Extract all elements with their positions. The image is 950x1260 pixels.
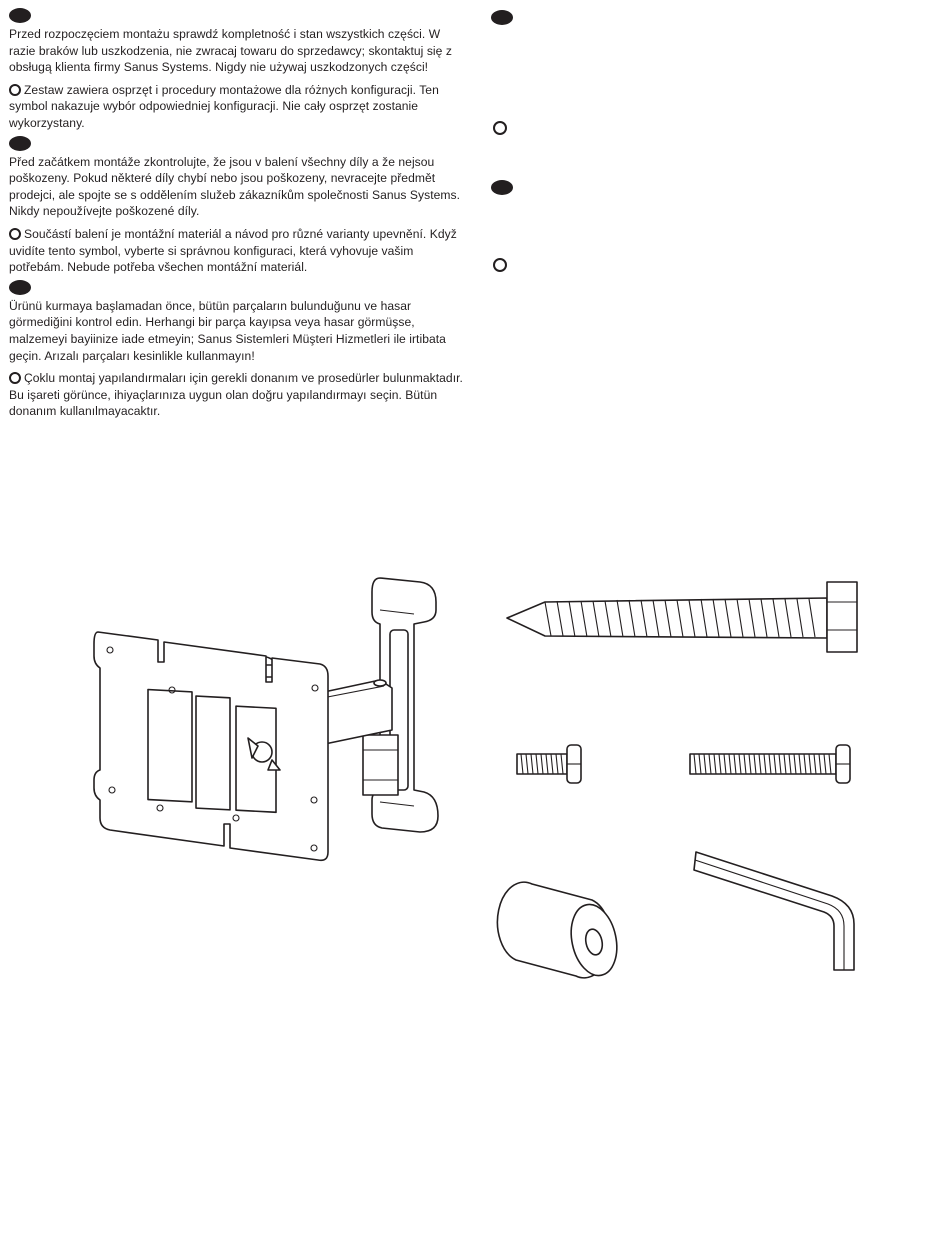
warning-text: Před začátkem montáže zkontrolujte, že jsou v balení všechny díly a že nejsou poškozeny. Pokud některé díly chybí nebo jsou poškozeny, nevracejte předmět prodejci, ale spojte se s oddělením služeb zákazníkům společnosti Sanus Systems. Nikdy nepoužívejte poškozené díly. bbox=[9, 154, 461, 219]
spacer-illustration bbox=[512, 880, 622, 980]
short-screw-illustration bbox=[515, 742, 590, 787]
long-screw-illustration bbox=[688, 742, 858, 787]
language-badge-icon bbox=[9, 280, 31, 295]
language-badge-icon bbox=[491, 180, 513, 195]
section-pl bbox=[9, 8, 464, 132]
note-text: Součástí balení je montážní materiál a návod pro různé varianty upevnění. Když uvidíte tento symbol, vyberte si správnou konfiguraci, která vyhovuje vašim potřebám. Nebude potřeba všechen montážní materiál. bbox=[9, 226, 457, 275]
note-paragraph bbox=[9, 82, 464, 132]
configuration-symbol-icon bbox=[493, 121, 507, 135]
note-text: Zestaw zawiera osprzęt i procedury montażowe dla różnych konfiguracji. Ten symbol nakazuje wybór odpowiedniej konfiguracji. Nie cały osprzęt zostanie wykorzystany. bbox=[9, 82, 439, 130]
language-badge-icon bbox=[9, 8, 31, 23]
warning-text: Przed rozpoczęciem montażu sprawdź kompletność i stan wszystkich części. W razie braków lub uszkodzenia, nie zwracaj towaru do sprzedawcy; skontaktuj się z obsługą klienta firmy Sanus Systems. Nigdy nie używaj uszkodzonych części! bbox=[9, 27, 452, 75]
note-paragraph bbox=[9, 226, 464, 276]
configuration-symbol-icon bbox=[493, 258, 507, 272]
configuration-symbol-icon bbox=[9, 84, 21, 96]
right-markers-column bbox=[490, 8, 930, 288]
configuration-symbol-icon bbox=[9, 228, 21, 240]
section-cs bbox=[9, 136, 464, 276]
wall-mount-illustration bbox=[80, 570, 450, 870]
section-tr bbox=[9, 280, 464, 420]
warning-text: Ürünü kurmaya başlamadan önce, bütün parçaların bulunduğunu ve hasar görmediğini kontrol edin. Herhangi bir parça kayıpsa veya hasar görmüşse, malzemeyi bayiinize iade etmeyin; Sanus Sistemleri Müşteri Hizmetleri ile irtibata geçin. Arızalı parçaları kesinlikle kullanmayın! bbox=[9, 298, 446, 363]
language-badge-icon bbox=[9, 136, 31, 151]
configuration-symbol-icon bbox=[9, 372, 21, 384]
language-badge-icon bbox=[491, 10, 513, 25]
hex-key-illustration bbox=[692, 850, 862, 975]
lag-bolt-illustration bbox=[505, 580, 865, 660]
instructions-column bbox=[9, 8, 464, 424]
note-text: Çoklu montaj yapılandırmaları için gerekli donanım ve prosedürler bulunmaktadır. Bu işareti görünce, ihiyaçlarınıza uygun olan doğru yapılandırmayı seçin. Bütün donanım kullanılmayacaktır. bbox=[9, 371, 463, 419]
note-paragraph bbox=[9, 370, 464, 420]
